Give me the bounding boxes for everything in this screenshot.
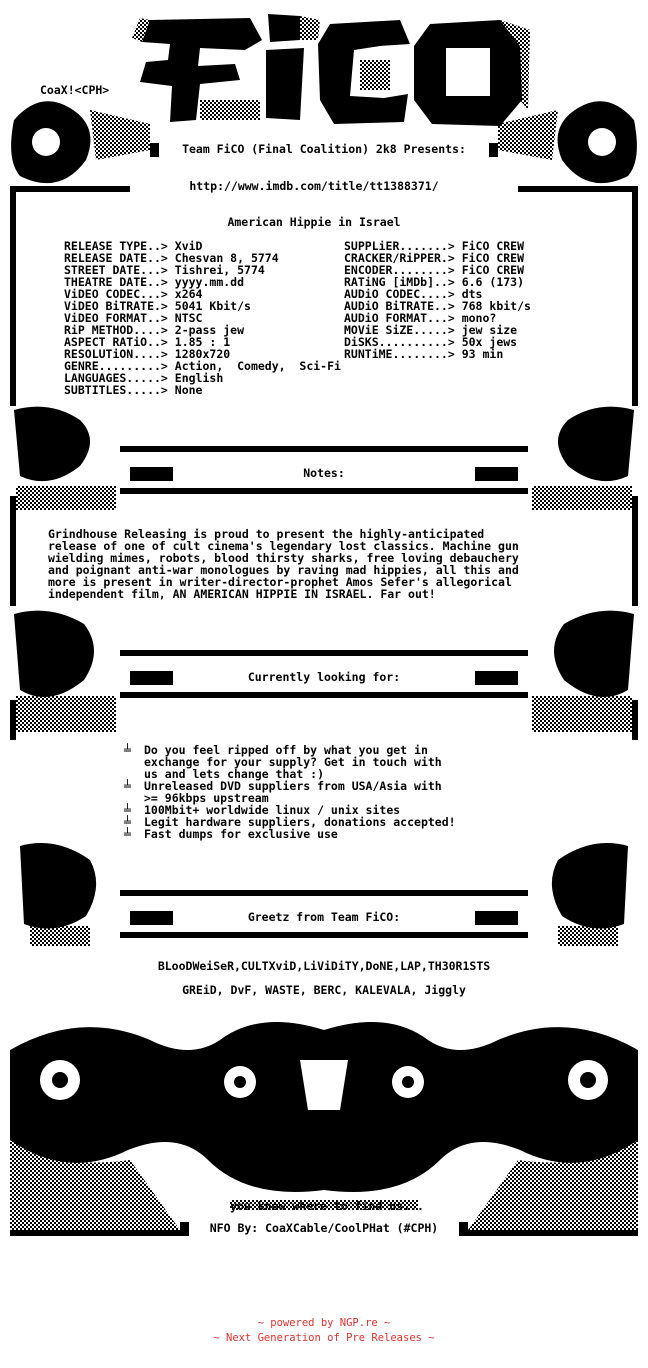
- notes-line: release of one of cult cinema's legendary lost classics. Machine gun: [48, 539, 519, 553]
- release-info-value: 2-pass jew: [174, 323, 245, 337]
- release-info-label: RiP METHOD....>: [64, 323, 175, 337]
- release-info-value: None: [174, 383, 203, 397]
- bullet-icon: ╧: [124, 743, 131, 757]
- bullet-icon: ╧: [124, 803, 131, 817]
- looking-item-text: 100Mbit+ worldwide linux / unix sites: [144, 803, 401, 817]
- release-info-value: x264: [174, 287, 203, 301]
- looking-item-text: >= 96kbps upstream: [144, 791, 269, 805]
- release-info-row-left: [64, 384, 341, 396]
- release-info-value: Chesvan 8, 5774: [174, 251, 279, 265]
- release-info-value: FiCO CREW: [461, 263, 525, 277]
- greetz-line-2: GREiD, DvF, WASTE, BERC, KALEVALA, Jiggly: [182, 983, 466, 997]
- looking-item: [124, 828, 456, 840]
- release-info-label: GENRE.........>: [64, 359, 175, 373]
- release-info-label: RUNTiME........>: [344, 347, 462, 361]
- notes-banner: [130, 467, 518, 481]
- release-info-value: XviD: [174, 239, 203, 253]
- release-info-value: FiCO CREW: [461, 239, 525, 253]
- notes-line: wielding mimes, robots, blood thirsty sharks, free loving debauchery: [48, 551, 519, 565]
- release-info-label: CRACKER/RiPPER.>: [344, 251, 462, 265]
- release-info-value: mono?: [461, 311, 497, 325]
- looking-item-text: Do you feel ripped off by what you get in: [144, 743, 428, 757]
- release-info-value: yyyy.mm.dd: [174, 275, 245, 289]
- looking-list: [124, 744, 456, 840]
- release-info-label: SUBTITLES.....>: [64, 383, 175, 397]
- release-info-label: MOViE SiZE.....>: [344, 323, 462, 337]
- release-info-value: 5041 Kbit/s: [174, 299, 251, 313]
- release-info-label: ViDEO FORMAT..>: [64, 311, 175, 325]
- release-info-value: NTSC: [174, 311, 203, 325]
- fico-logo: [140, 14, 522, 126]
- looking-banner: [130, 671, 518, 685]
- looking-item-text: Unreleased DVD suppliers from USA/Asia with: [144, 779, 442, 793]
- release-info-label: SUPPLiER.......>: [344, 239, 462, 253]
- release-info-label: RESOLUTiON....>: [64, 347, 175, 361]
- release-info-value: FiCO CREW: [461, 251, 525, 265]
- notes-line: more is present in writer-director-prophet Amos Sefer's allegorical: [48, 575, 512, 589]
- powered-by-text[interactable]: ~ powered by NGP.re ~: [257, 1317, 391, 1329]
- release-info-label: RELEASE DATE..>: [64, 251, 175, 265]
- release-info-value: 1.85 : 1: [174, 335, 231, 349]
- release-info-label: AUDiO CODEC....>: [344, 287, 462, 301]
- release-info-label: ViDEO BiTRATE.>: [64, 299, 175, 313]
- release-info-label: ASPECT RATiO..>: [64, 335, 175, 349]
- tagline-text: ~ Next Generation of Pre Releases ~: [213, 1332, 435, 1344]
- release-info-label: RATiNG [iMDb]..>: [344, 275, 462, 289]
- looking-item-text: Legit hardware suppliers, donations accepted!: [144, 815, 456, 829]
- release-info-label: LANGUAGES.....>: [64, 371, 175, 385]
- bullet-icon: ╧: [124, 815, 131, 829]
- release-info-value: jew size: [461, 323, 518, 337]
- presents-banner: [150, 143, 498, 157]
- find-us-text: you know where to find us...: [230, 1199, 424, 1213]
- release-info-label: THEATRE DATE..>: [64, 275, 175, 289]
- release-info-right: [344, 240, 531, 360]
- notes-heading: Notes:: [170, 467, 478, 481]
- presents-text: Team FiCO (Final Coalition) 2k8 Presents:: [156, 143, 492, 157]
- release-info-value: Action, Comedy, Sci-Fi: [174, 359, 341, 373]
- release-info-label: STREET DATE...>: [64, 263, 175, 277]
- nfo-by-banner: [180, 1222, 468, 1236]
- notes-line: Grindhouse Releasing is proud to present the highly-anticipated: [48, 527, 485, 541]
- release-info-label: ViDEO CODEC...>: [64, 287, 175, 301]
- notes-line: and poignant anti-war monologues by raving mad hippies, all this and: [48, 563, 519, 577]
- greetz-line-1: BLooDWeiSeR,CULTXviD,LiViDiTY,DoNE,LAP,TH30R1STS: [157, 959, 491, 973]
- greetz-banner: [130, 911, 518, 925]
- artist-tag: CoaX!<CPH>: [40, 83, 110, 97]
- looking-item-text: exchange for your supply? Get in touch with: [144, 755, 442, 769]
- release-info-value: English: [174, 371, 224, 385]
- release-info-value: 1280x720: [174, 347, 231, 361]
- release-info-left: [64, 240, 341, 396]
- release-info-value: 768 kbit/s: [461, 299, 531, 313]
- looking-heading: Currently looking for:: [170, 671, 478, 685]
- looking-item-text: Fast dumps for exclusive use: [144, 827, 338, 841]
- imdb-link[interactable]: http://www.imdb.com/title/tt1388371/: [189, 179, 439, 193]
- release-info-value: Tishrei, 5774: [174, 263, 265, 277]
- notes-body: [48, 528, 608, 600]
- release-info-row-right: [344, 348, 531, 360]
- looking-item-text: us and lets change that :): [144, 767, 325, 781]
- nfo-by-text: NFO By: CoaXCable/CoolPHat (#CPH): [186, 1222, 462, 1236]
- bullet-icon: ╧: [124, 827, 131, 841]
- release-info-label: ENCODER........>: [344, 263, 462, 277]
- release-info-value: 50x jews: [461, 335, 518, 349]
- notes-line: independent film, AN AMERICAN HIPPIE IN ISRAEL. Far out!: [48, 587, 436, 601]
- greetz-heading: Greetz from Team FiCO:: [170, 911, 478, 925]
- release-info-value: 93 min: [461, 347, 504, 361]
- release-info-value: 6.6 (173): [461, 275, 525, 289]
- release-info-label: RELEASE TYPE..>: [64, 239, 175, 253]
- release-info-label: AUDiO BiTRATE..>: [344, 299, 462, 313]
- bullet-icon: ╧: [124, 779, 131, 793]
- release-title: American Hippie in Israel: [227, 215, 401, 229]
- release-info-label: DiSKS..........>: [344, 335, 462, 349]
- release-info-value: dts: [461, 287, 483, 301]
- release-info-label: AUDiO FORMAT...>: [344, 311, 462, 325]
